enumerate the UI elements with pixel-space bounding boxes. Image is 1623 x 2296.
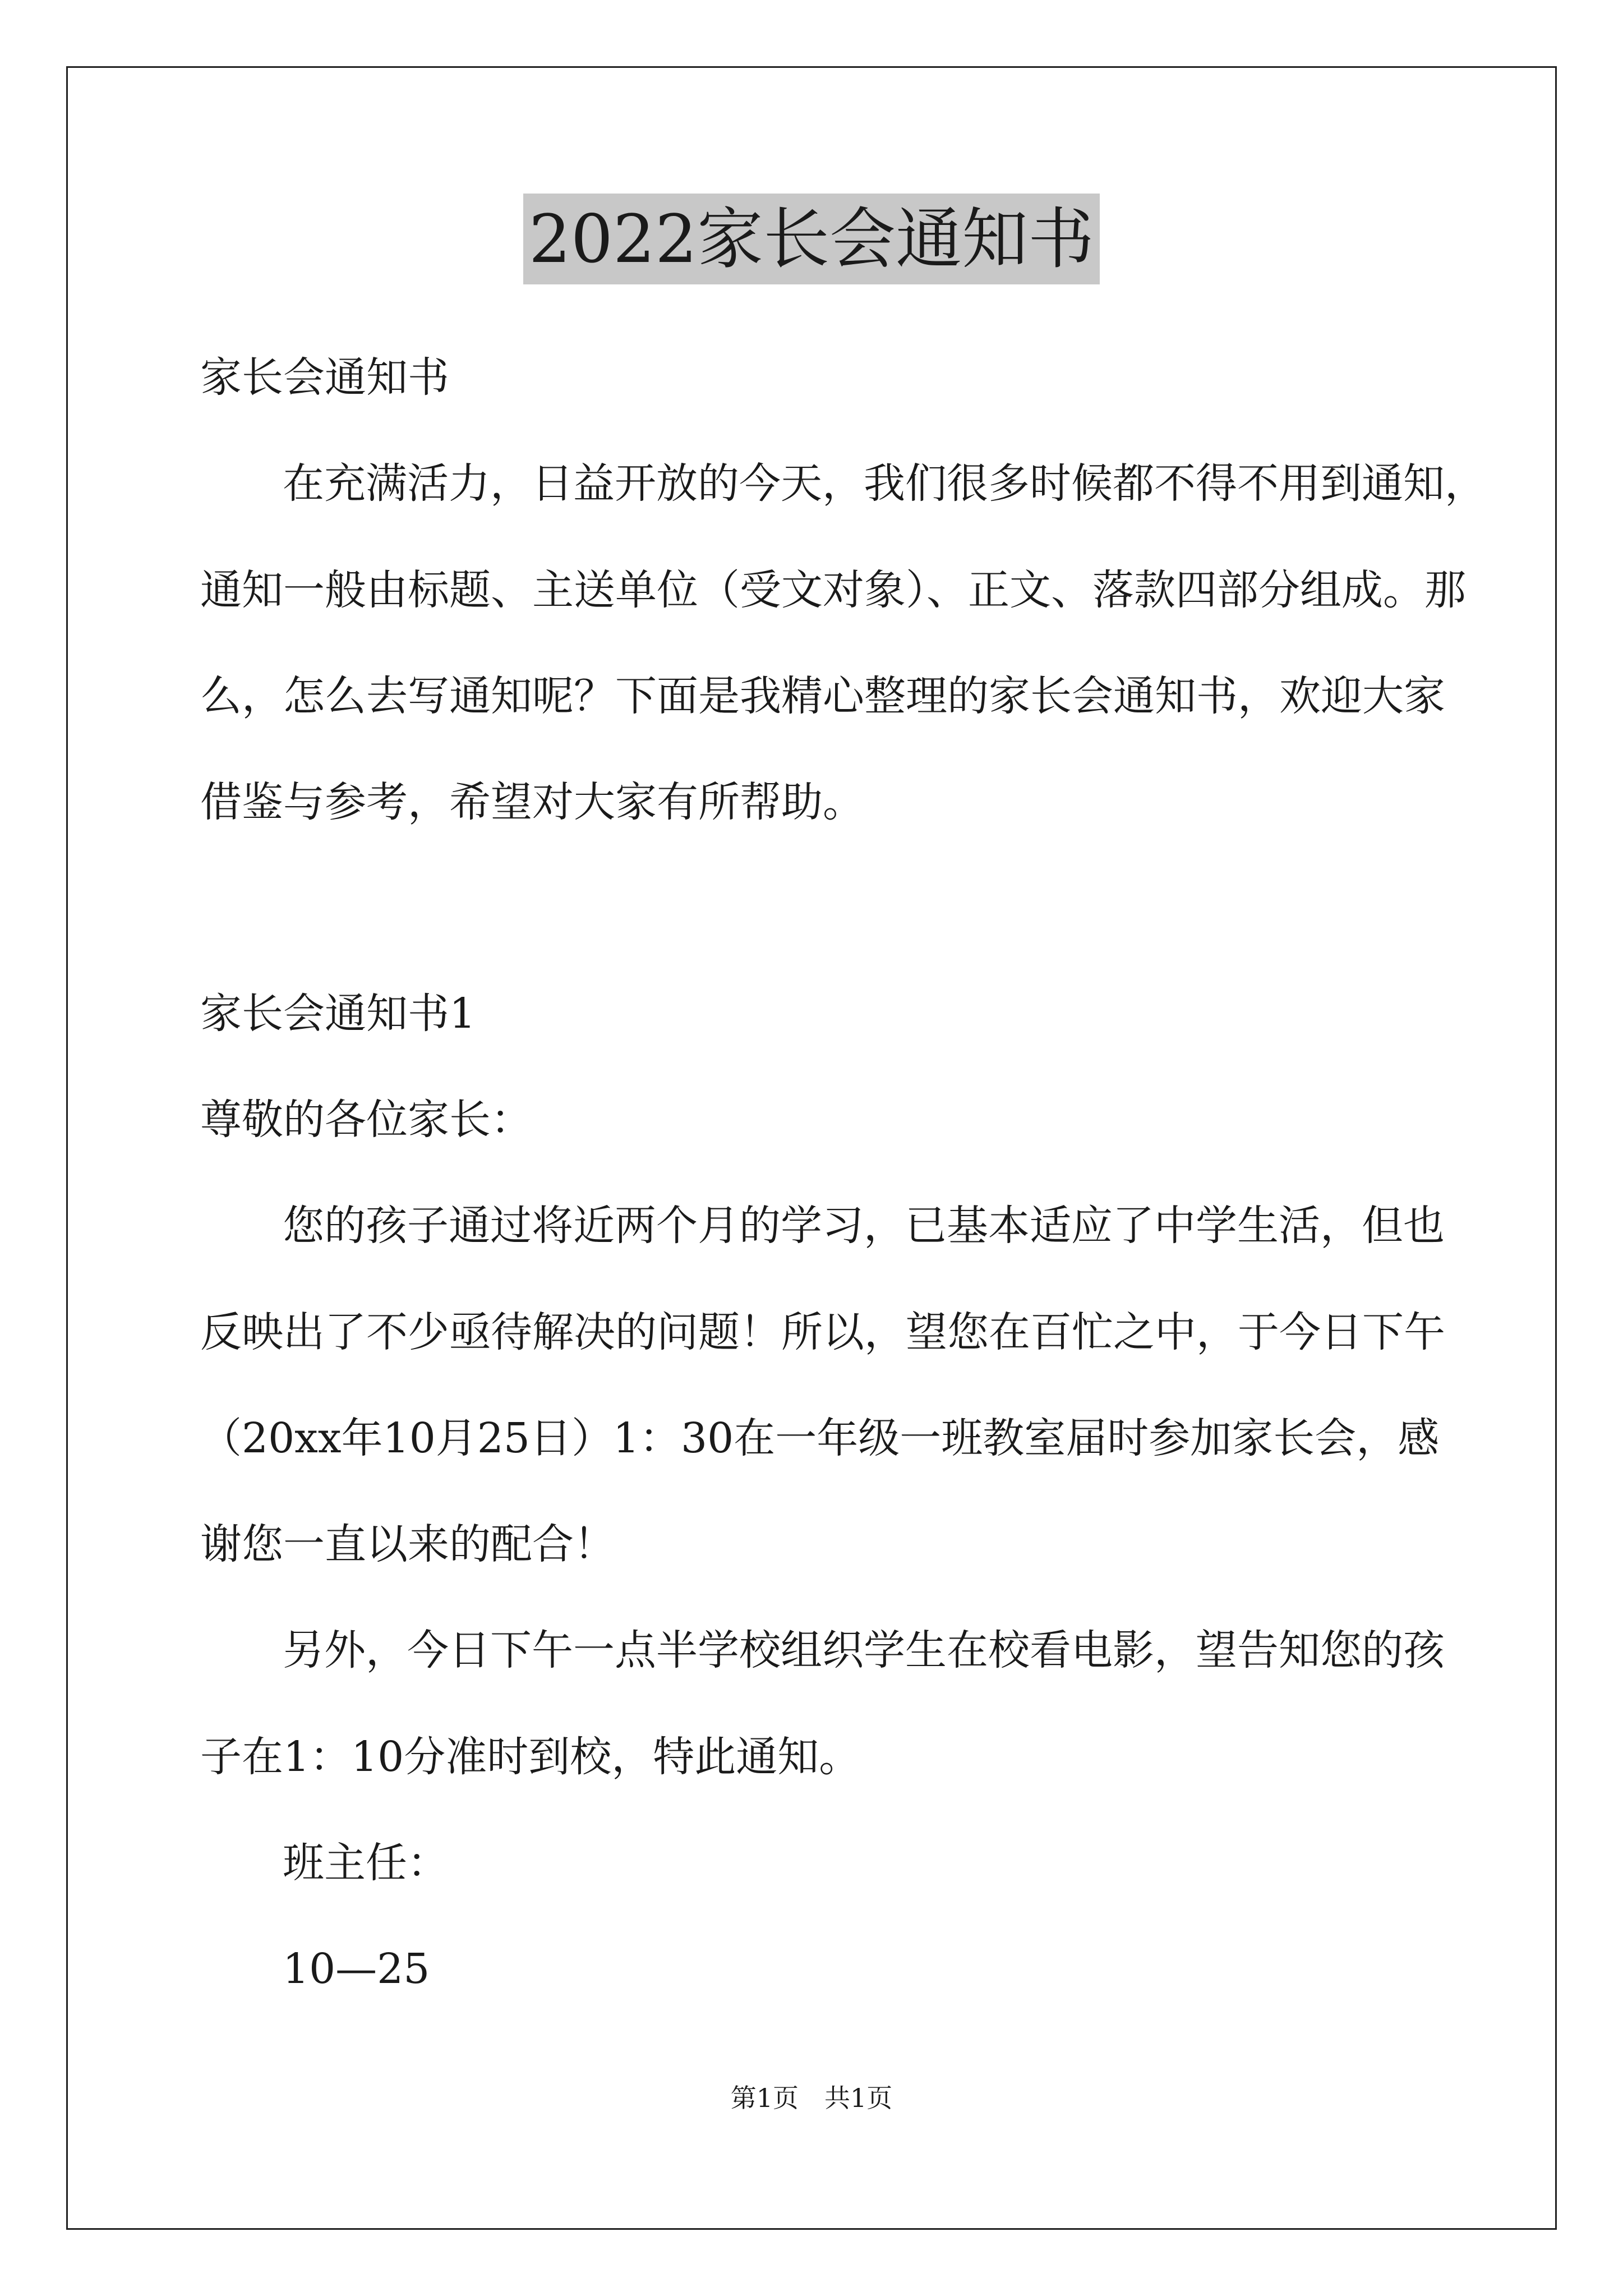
intro-line-1: 在充满活力，日益开放的今天，我们很多时候都不得不用到通知，	[283, 459, 1486, 508]
title-container	[0, 194, 1623, 284]
body-line-6: 子在1：10分准时到校，特此通知。	[200, 1733, 861, 1781]
intro-line-3: 么，怎么去写通知呢？下面是我精心整理的家长会通知书，欢迎大家	[200, 672, 1445, 720]
intro-line-4: 借鉴与参考，希望对大家有所帮助。	[200, 778, 864, 826]
body-line-5: 另外，今日下午一点半学校组织学生在校看电影，望告知您的孩	[283, 1626, 1445, 1674]
body-line-3: （20xx年10月25日）1：30在一年级一班教室届时参加家长会，感	[200, 1414, 1440, 1462]
signature: 班主任：	[283, 1839, 449, 1887]
date: 10—25	[283, 1945, 430, 1993]
body-line-4: 谢您一直以来的配合！	[200, 1520, 615, 1568]
page-footer: 第1页 共1页	[730, 2083, 893, 2113]
intro-line-2: 通知一般由标题、主送单位（受文对象）、正文、落款四部分组成。那	[200, 566, 1466, 614]
intro-heading: 家长会通知书	[200, 353, 449, 402]
section-heading: 家长会通知书1	[200, 990, 476, 1038]
body-line-2: 反映出了不少亟待解决的问题！所以，望您在百忙之中，于今日下午	[200, 1308, 1445, 1356]
salutation: 尊敬的各位家长：	[200, 1096, 532, 1144]
body-line-1: 您的孩子通过将近两个月的学习，已基本适应了中学生活，但也	[283, 1202, 1445, 1250]
document-title: 2022家长会通知书	[523, 194, 1100, 284]
